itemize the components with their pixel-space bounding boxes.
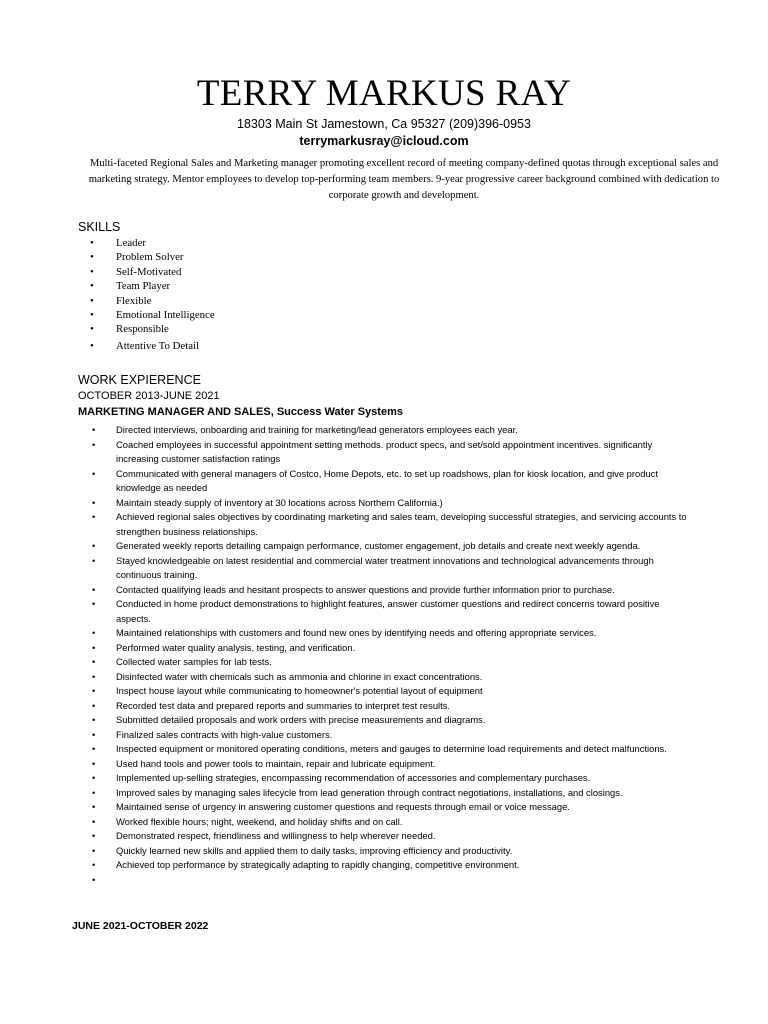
job-dates: JUNE 2021-OCTOBER 2022 (72, 920, 209, 932)
duty-item: • Achieved regional sales objectives by coordinating marketing and sales team, developing successful strategies, and servicing accounts to strengthen business relationships. (92, 510, 692, 539)
duty-item: • Contacted qualifying leads and hesitant prospects to answer questions and provide further information prior to purchase. (92, 583, 692, 598)
duty-item: • Inspect house layout while communicating to homeowner's potential layout of equipment (92, 684, 692, 699)
duty-item: • Achieved top performance by strategically adapting to rapidly changing, competitive environment. (92, 858, 692, 873)
skill-item: • Responsible (90, 322, 215, 336)
duty-item: • Implemented up-selling strategies, encompassing recommendation of accessories and complementary purchases. (92, 771, 692, 786)
job-duties-list (92, 423, 692, 887)
duty-item: • Performed water quality analysis, testing, and verification. (92, 641, 692, 656)
duty-item: • Recorded test data and prepared reports and summaries to interpret test results. (92, 699, 692, 714)
duty-item: • Stayed knowledgeable on latest residential and commercial water treatment innovations and technological advancements through continuous training. (92, 554, 692, 583)
duty-item: • Finalized sales contracts with high-value customers. (92, 728, 692, 743)
duty-item: • Demonstrated respect, friendliness and willingness to help wherever needed. (92, 829, 692, 844)
skills-heading: SKILLS (78, 220, 121, 234)
duty-item: • Worked flexible hours; night, weekend, and holiday shifts and on call. (92, 815, 692, 830)
duty-item: • Communicated with general managers of Costco, Home Depots, etc. to set up roadshows, plan for kiosk location, and give product knowledge as needed (92, 467, 692, 496)
skill-item: • Problem Solver (90, 250, 215, 264)
contact-email: terrymarkusray@icloud.com (299, 134, 469, 148)
duty-item: • Used hand tools and power tools to maintain, repair and lubricate equipment. (92, 757, 692, 772)
duty-item: • Improved sales by managing sales lifecycle from lead generation through contract negotiations, installations, and closings. (92, 786, 692, 801)
contact-address-phone: 18303 Main St Jamestown, Ca 95327 (209)396-0953 (237, 117, 531, 131)
duty-item: • Collected water samples for lab tests. (92, 655, 692, 670)
duty-item: • Disinfected water with chemicals such as ammonia and chlorine in exact concentrations. (92, 670, 692, 685)
duty-item: • Quickly learned new skills and applied them to daily tasks, improving efficiency and productivity. (92, 844, 692, 859)
skills-list (90, 236, 215, 354)
duty-item: • Generated weekly reports detailing campaign performance, customer engagement, job details and create next weekly agenda. (92, 539, 692, 554)
professional-summary: Multi-faceted Regional Sales and Marketing manager promoting excellent record of meeting company-defined quotas through exceptional sales and marketing strategy. Mentor employees to develop top-performing team members. 9-year progressive career background combined with dedication to corporate growth and development. (88, 158, 720, 201)
duty-item-empty (92, 873, 692, 888)
duty-item: • Submitted detailed proposals and work orders with precise measurements and diagrams. (92, 713, 692, 728)
duty-item: • Conducted in home product demonstrations to highlight features, answer customer questions and redirect concerns toward positive aspects. (92, 597, 692, 626)
skill-item: • Emotional Intelligence (90, 308, 215, 322)
duty-item: • Maintain steady supply of inventory at 30 locations across Northern California.) (92, 496, 692, 511)
duty-item: • Maintained sense of urgency in answering customer questions and requests through email or voice message. (92, 800, 692, 815)
duty-item: • Maintained relationships with customers and found new ones by identifying needs and offering appropriate services. (92, 626, 692, 641)
skill-item: • Leader (90, 236, 215, 250)
skill-item: • Flexible (90, 294, 215, 308)
skill-item: • Team Player (90, 279, 215, 293)
job-title: MARKETING MANAGER AND SALES, Success Water Systems (78, 406, 403, 418)
candidate-name: TERRY MARKUS RAY (196, 73, 572, 114)
duty-item: • Inspected equipment or monitored operating conditions, meters and gauges to determine load requirements and detect malfunctions. (92, 742, 692, 757)
duty-item: • Coached employees in successful appointment setting methods. product specs, and set/sold appointment incentives. significantly increasing customer satisfaction ratings (92, 438, 692, 467)
skill-item: • Attentive To Detail (90, 337, 215, 354)
skill-item: • Self-Motivated (90, 265, 215, 279)
job-dates: OCTOBER 2013-JUNE 2021 (78, 390, 220, 402)
duty-item: • Directed interviews, onboarding and training for marketing/lead generators employees each year. (92, 423, 692, 438)
work-experience-heading: WORK EXPIERENCE (78, 373, 201, 387)
